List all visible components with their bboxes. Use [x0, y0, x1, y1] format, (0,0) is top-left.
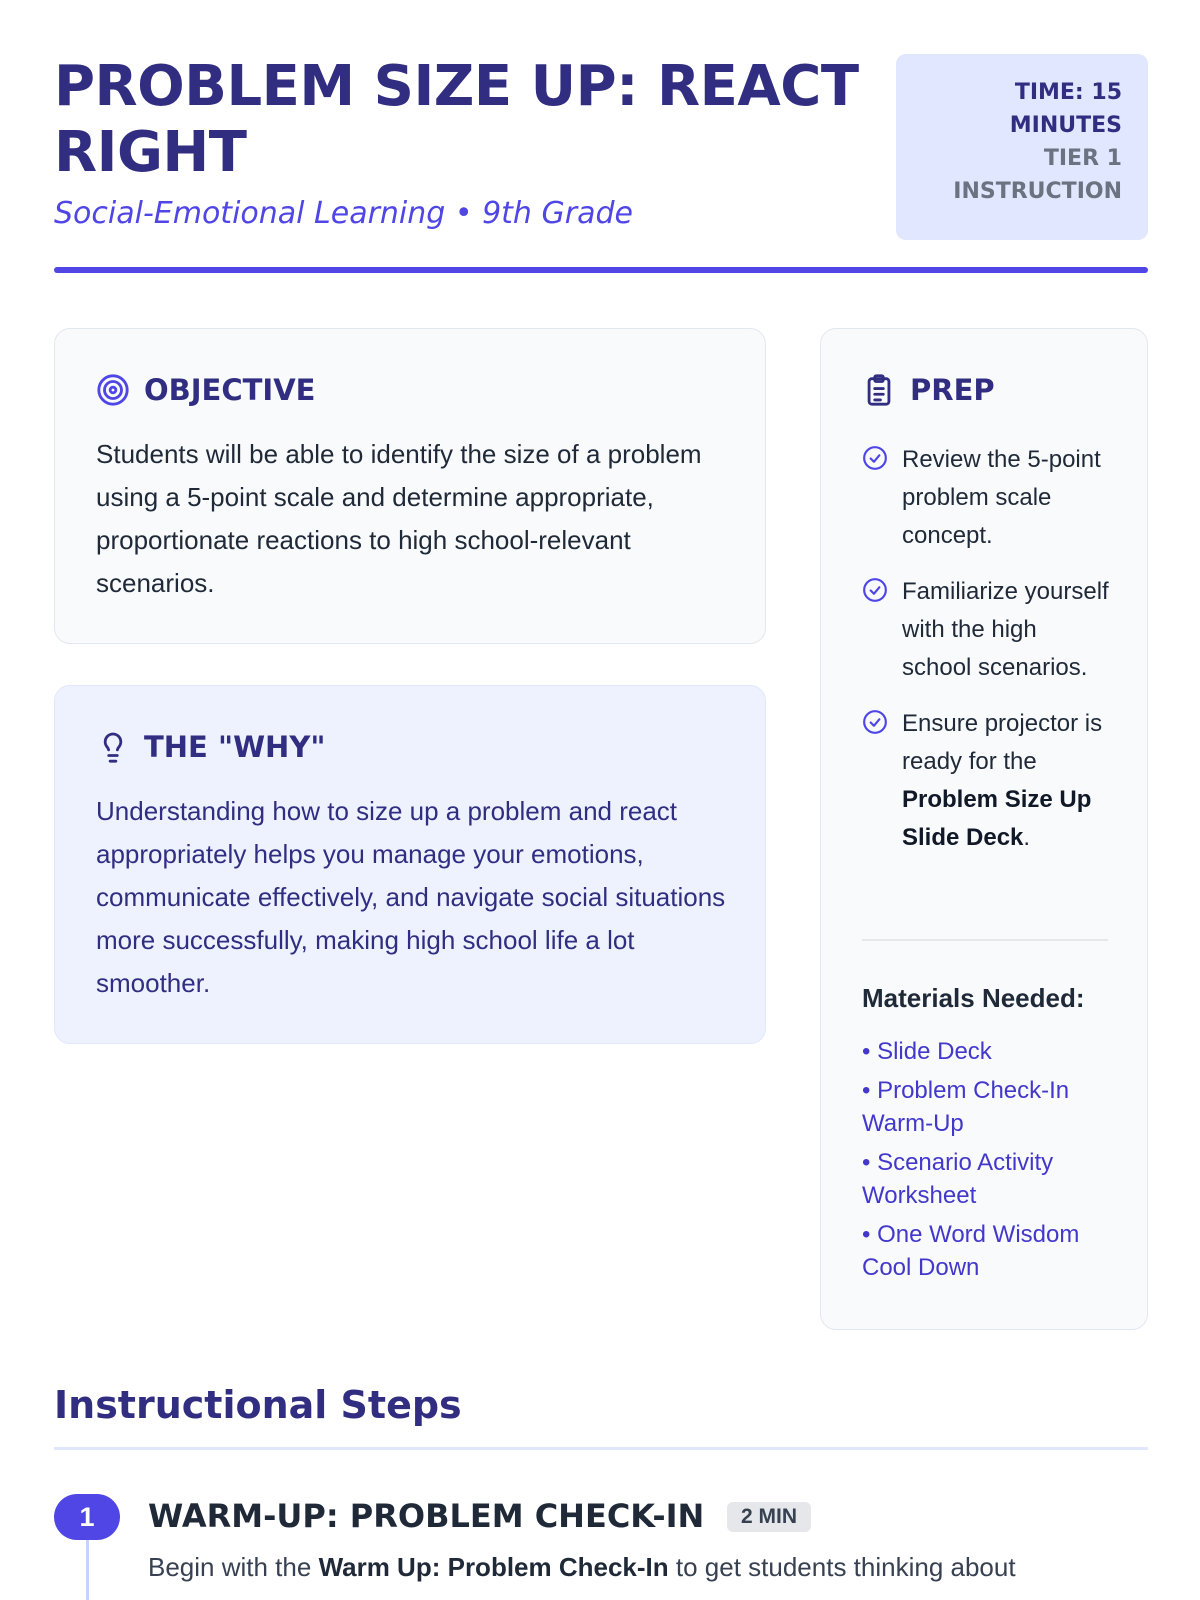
prep-item	[862, 705, 1112, 857]
material-link-slide-deck[interactable]: • Slide Deck	[862, 1038, 992, 1065]
prep-item	[862, 441, 1112, 555]
target-icon	[96, 373, 130, 407]
prep-item	[862, 573, 1112, 687]
header-divider	[54, 267, 1148, 273]
lesson-header	[54, 50, 1148, 275]
prep-header	[862, 373, 995, 407]
why-title: THE "WHY"	[144, 730, 326, 764]
check-circle-icon	[862, 445, 888, 471]
prep-item-text	[902, 705, 1112, 857]
clipboard-icon	[862, 373, 896, 407]
step-resource-name: Warm Up: Problem Check-In	[318, 1552, 669, 1582]
time-label: TIME: 15 MINUTES	[1009, 80, 1122, 138]
material-link-cool-down[interactable]: • One Word Wisdom Cool Down	[862, 1221, 1080, 1281]
step-description-part: to get students thinking about	[668, 1552, 1016, 1582]
prep-divider	[862, 939, 1108, 941]
page-subtitle: Social-Emotional Learning • 9th Grade	[54, 196, 633, 231]
prep-item-text-part: Ensure projector is ready for the	[902, 710, 1103, 775]
prep-checklist	[862, 441, 1112, 875]
why-header	[96, 730, 325, 764]
step-number-badge: 1	[54, 1494, 120, 1540]
tier-label: TIER 1 INSTRUCTION	[953, 146, 1122, 204]
step-duration-badge: 2 MIN	[727, 1502, 811, 1532]
prep-item-text: Familiarize yourself with the high school scenarios.	[902, 578, 1109, 681]
objective-header	[96, 373, 315, 407]
steps-divider	[54, 1447, 1148, 1450]
lightbulb-icon	[96, 730, 130, 764]
steps-heading: Instructional Steps	[54, 1383, 462, 1427]
step-description	[148, 1552, 1148, 1583]
step-title: WARM-UP: PROBLEM CHECK-IN	[148, 1497, 705, 1535]
objective-text: Students will be able to identify the size of a problem using a 5-point scale and determine appropriate, proportionate reactions to high school-relevant scenarios.	[96, 439, 702, 598]
check-circle-icon	[862, 709, 888, 735]
prep-item-text: Review the 5-point problem scale concept.	[902, 446, 1101, 549]
prep-item-text-part: .	[1023, 824, 1031, 851]
check-circle-icon	[862, 577, 888, 603]
page-title: PROBLEM SIZE UP: REACT RIGHT	[54, 54, 859, 185]
prep-title: PREP	[910, 373, 995, 407]
why-text: Understanding how to size up a problem and react appropriately helps you manage your emotions, communicate effectively, and navigate social situations more successfully, making high school life a lot smoother.	[96, 796, 726, 998]
materials-list	[862, 1035, 1112, 1290]
lesson-meta-box	[896, 54, 1148, 240]
why-card	[54, 685, 766, 1044]
prep-card	[820, 328, 1148, 1330]
material-link-worksheet[interactable]: • Scenario Activity Worksheet	[862, 1149, 1054, 1209]
objective-card	[54, 328, 766, 644]
step-timeline-line	[86, 1540, 89, 1600]
materials-heading: Materials Needed:	[862, 983, 1085, 1013]
slide-deck-name: Problem Size Up Slide Deck	[902, 786, 1092, 851]
objective-title: OBJECTIVE	[144, 373, 316, 407]
material-link-warm-up[interactable]: • Problem Check-In Warm-Up	[862, 1077, 1070, 1137]
step-description-part: Begin with the	[148, 1552, 319, 1582]
